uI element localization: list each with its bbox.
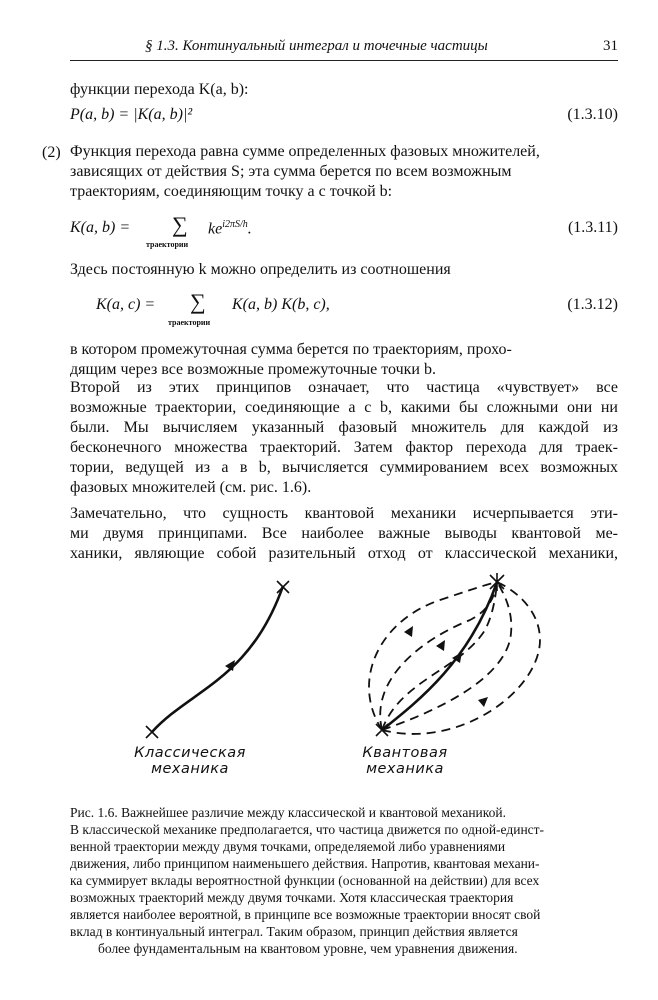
after-eq-line: в котором промежуточная сумма берется по траекториям, прохо- xyxy=(70,341,512,358)
paragraph-line: бесконечного множества траекторий. Затем фактор перехода для траек- xyxy=(70,439,618,456)
principle-line: зависящих от действия S; эта сумма берется по всем возможным xyxy=(70,163,512,180)
caption-line: более фундаментальным на квантовом уровне, чем уравнения движения. xyxy=(98,941,518,956)
sum-subscript: траектории xyxy=(168,318,211,327)
arrow-icon xyxy=(404,626,413,637)
principle-marker: (2) xyxy=(42,144,61,161)
quantum-classical-path xyxy=(382,582,497,730)
arrow-icon xyxy=(436,640,445,651)
eq-1-3-11-rhs: $ke^{i2\pi S/h}$. xyxy=(208,219,252,238)
dashed-path xyxy=(382,582,511,730)
constant-text: Здесь постоянную k можно определить из соотношения xyxy=(70,261,451,278)
caption-line: является наиболее вероятной, в принципе все возможные траектории вносят свой xyxy=(70,907,541,922)
caption-line: Рис. 1.6. Важнейшее различие между классической и квантовой механикой. xyxy=(70,805,506,820)
paragraph-line: Второй из этих принципов означает, что частица «чувствует» все xyxy=(70,379,618,396)
dashed-path xyxy=(380,582,497,730)
sum-symbol: ∑ xyxy=(172,212,188,237)
equation-number-1-3-12: (1.3.12) xyxy=(567,296,618,313)
end-point-icon xyxy=(277,581,289,593)
paragraph-line: фазовых множителей (см. рис. 1.6). xyxy=(70,479,312,496)
after-eq-line: дящим через все возможные промежуточные точки b. xyxy=(70,361,436,378)
principle-line: Функция перехода равна сумме определенных фазовых множителей, xyxy=(70,143,540,160)
paragraph-line: тории, ведущей из a в b, вычисляется суммированием всех возможных xyxy=(70,459,618,476)
running-header xyxy=(70,34,618,61)
eq-1-3-11-lhs: K(a, b) = xyxy=(70,219,131,236)
dashed-path xyxy=(382,582,497,730)
caption-line: венной траектории между двумя точками, определяемой либо уравнениями xyxy=(70,839,506,854)
principle-line: траекториям, соединяющим точку a с точкой b: xyxy=(70,183,393,200)
end-point-icon xyxy=(490,573,504,591)
arrow-icon xyxy=(478,697,488,707)
caption-line: В классической механике предполагается, что частица движется по одной-единст- xyxy=(70,822,545,837)
eq-1-3-12-lhs: K(a, c) = xyxy=(96,296,156,313)
label-quantum: Квантовая механика xyxy=(362,745,448,777)
caption-line: ка суммирует вклады вероятностной функции (основанной на действии) для всех xyxy=(70,873,540,888)
label-classical: Классическая механика xyxy=(134,745,246,777)
paragraph-line: Замечательно, что сущность квантовой механики исчерпывается эти- xyxy=(70,505,618,522)
intro-line: функции перехода K(a, b): xyxy=(70,81,249,98)
eq-1-3-12-rhs: K(a, b) K(b, c), xyxy=(232,296,330,313)
paragraph-line: ми двумя принципами. Все наиболее важные выводы квантовой ме- xyxy=(70,525,618,542)
header-title: § 1.3. Континуальный интеграл и точечные частицы xyxy=(145,38,488,54)
caption-line: движения, либо принципом наименьшего действия. Напротив, квантовая механи- xyxy=(70,856,540,871)
equation-1-3-10: P(a, b) = |K(a, b)|² xyxy=(70,106,193,123)
sum-symbol: ∑ xyxy=(190,289,206,314)
paragraph-line: были. Мы вычисляем указанный фазовый множитель для каждой из xyxy=(70,419,618,436)
page-number: 31 xyxy=(603,38,618,54)
equation-number-1-3-10: (1.3.10) xyxy=(567,106,618,123)
caption-line: вклад в континуальный интеграл. Таким образом, принцип действия является xyxy=(70,924,518,939)
start-point-icon xyxy=(146,726,158,738)
figure-1-6 xyxy=(0,560,658,790)
paragraph-line: ханики, являющие собой разительный отход от классической механики, xyxy=(70,545,618,562)
caption-line: возможных траекторий между двумя точками. Хотя классическая траектория xyxy=(70,890,514,905)
paragraph-line: возможные траектории, соединяющие a с b, какими бы сложными они ни xyxy=(70,399,618,416)
dashed-path xyxy=(369,582,497,730)
sum-subscript: траектории xyxy=(146,240,189,249)
classical-path xyxy=(152,586,283,732)
equation-number-1-3-11: (1.3.11) xyxy=(567,219,618,236)
